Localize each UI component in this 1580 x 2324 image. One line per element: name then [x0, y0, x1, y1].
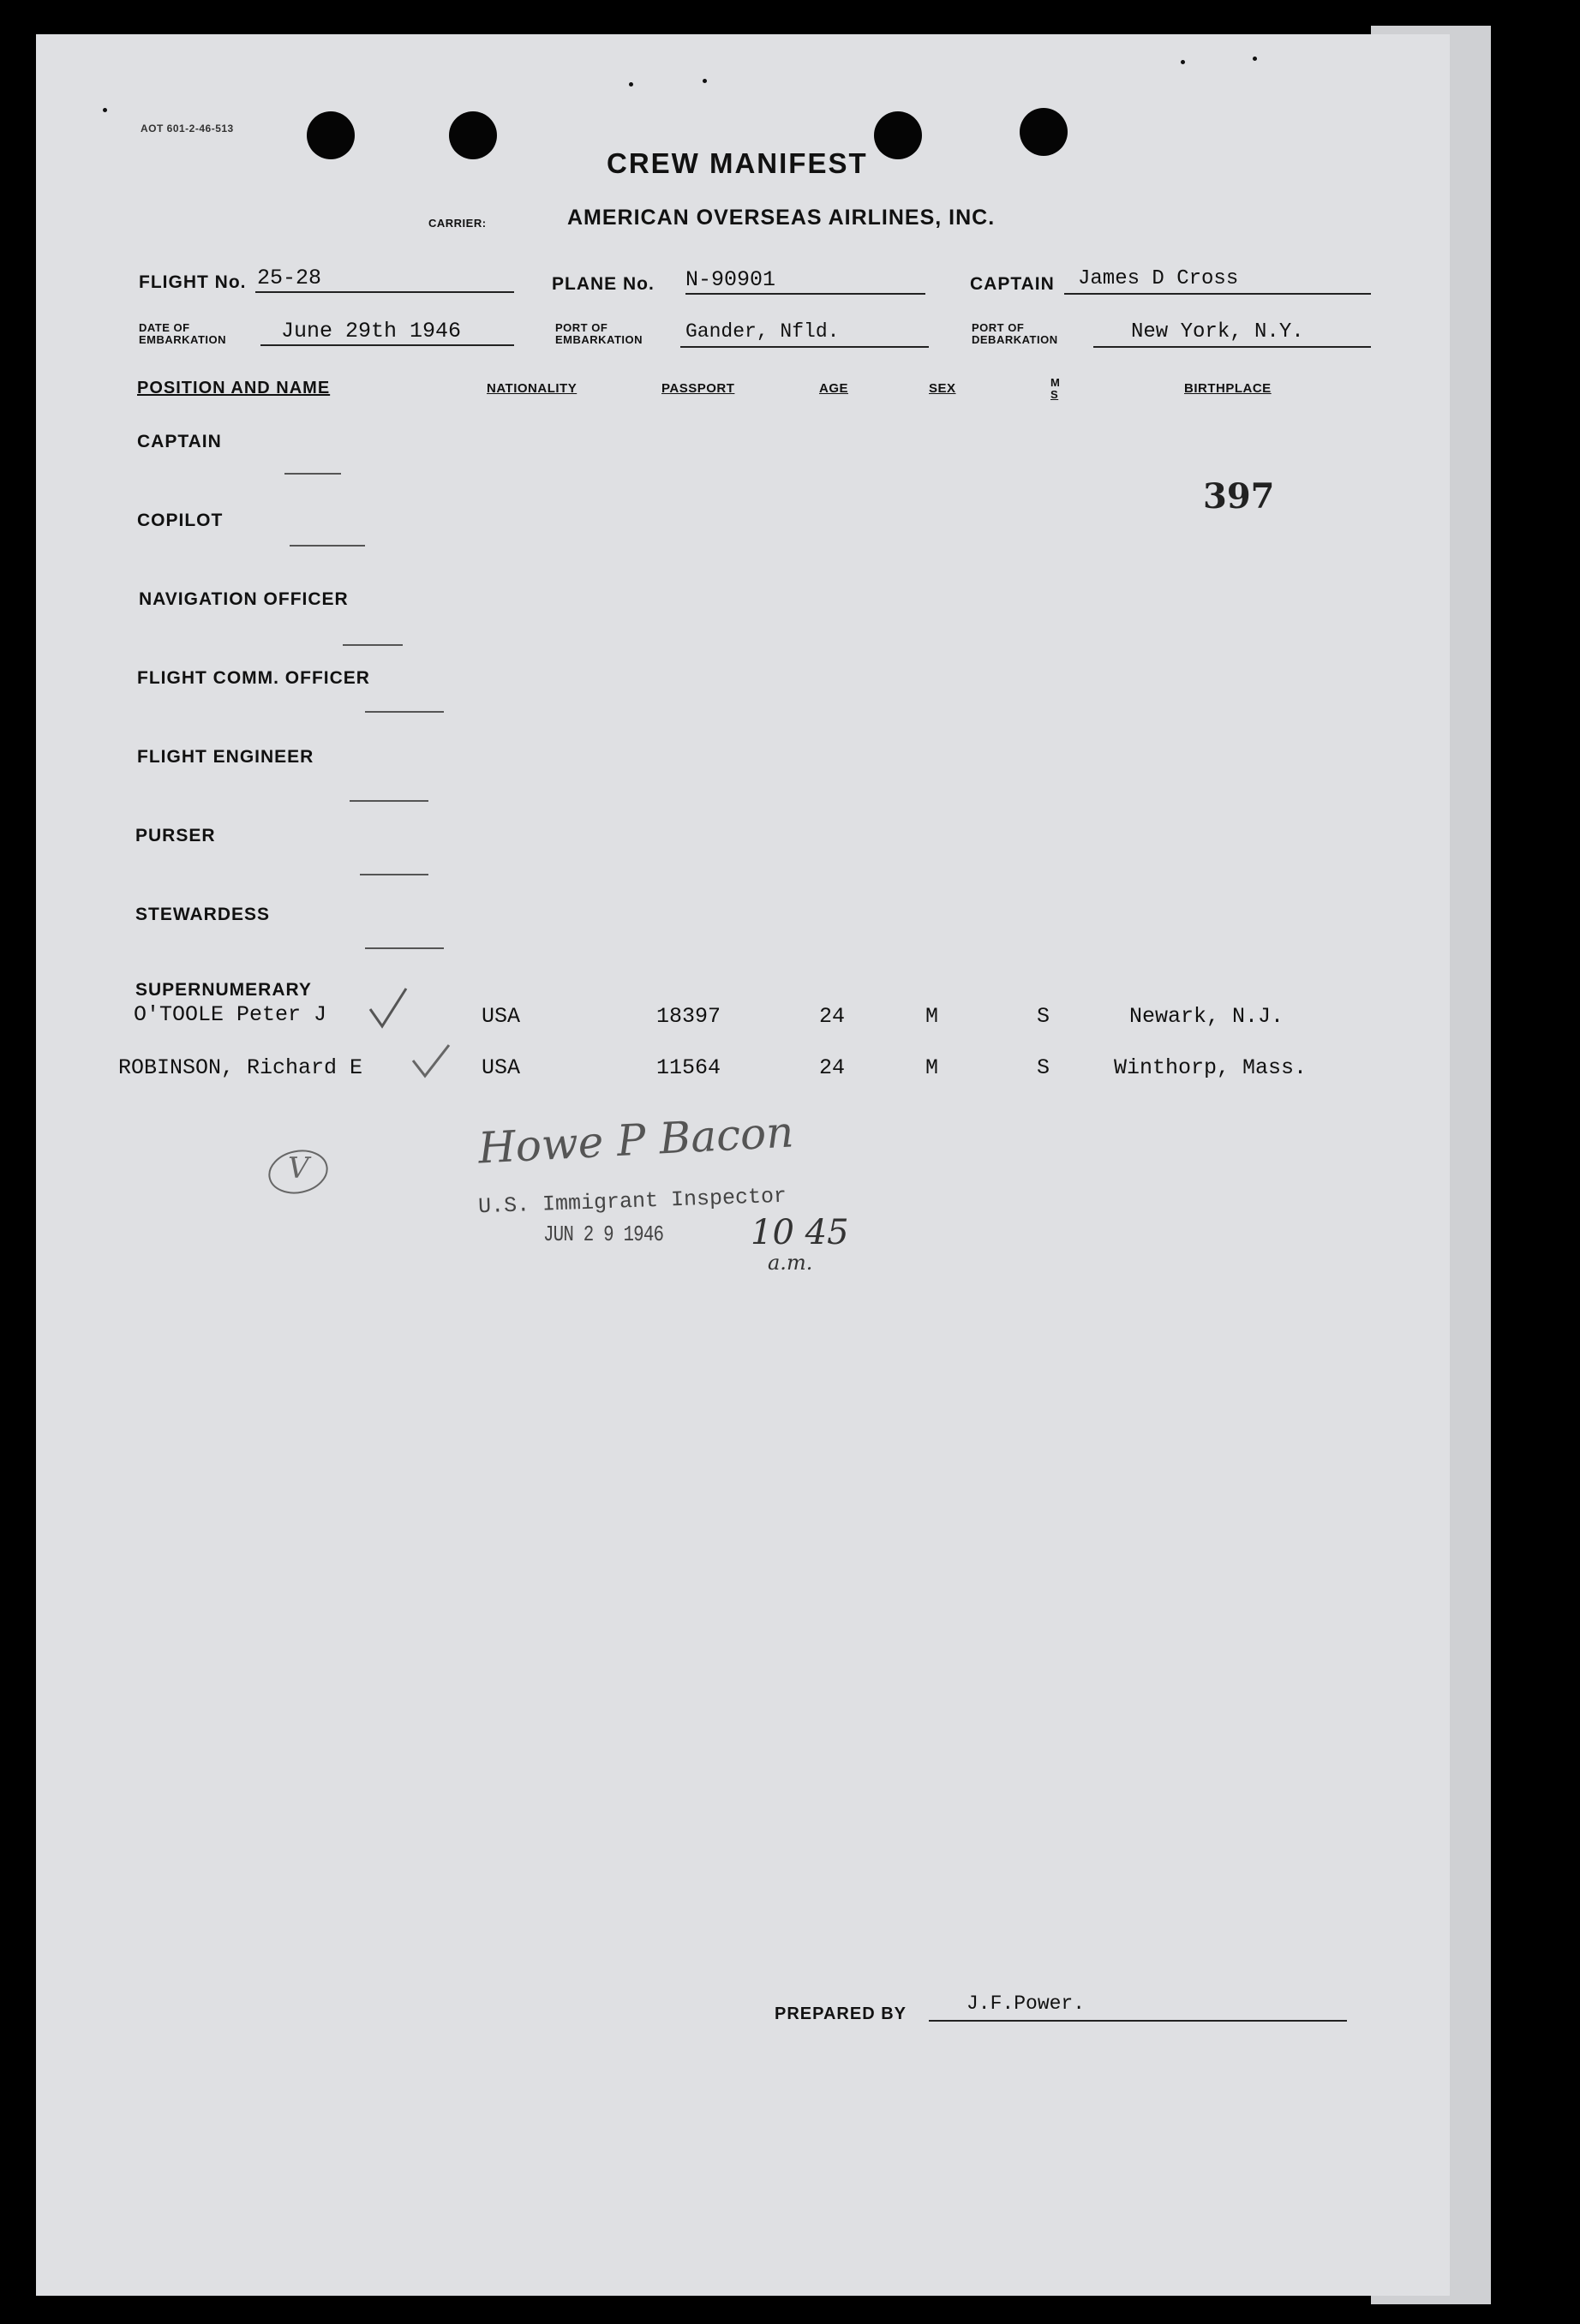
position-stewardess: STEWARDESS: [135, 905, 271, 924]
position-purser: PURSER: [135, 826, 216, 845]
crew-marital: S: [1037, 1004, 1050, 1029]
stamp-date: JUN 2 9 1946: [543, 1222, 664, 1247]
column-header-birthplace: BIRTHPLACE: [1184, 381, 1272, 396]
punch-hole: [874, 111, 922, 159]
column-header-marital-top: M: [1050, 376, 1061, 389]
speck: [1253, 57, 1257, 61]
crew-marital: S: [1037, 1055, 1050, 1080]
carrier-label: CARRIER:: [428, 217, 487, 230]
column-header-sex: SEX: [929, 381, 956, 396]
flight-number-value: 25-28: [257, 266, 322, 290]
dash-mark: [284, 473, 341, 475]
crew-passport: 11564: [656, 1055, 721, 1080]
port-debarkation-label-bottom: DEBARKATION: [972, 333, 1058, 346]
prepared-by-line: [929, 2020, 1347, 2022]
captain-label: CAPTAIN: [970, 274, 1055, 294]
crew-nationality: USA: [482, 1004, 521, 1029]
port-embarkation-value: Gander, Nfld.: [685, 320, 840, 343]
port-embarkation-label-bottom: EMBARKATION: [555, 333, 643, 346]
crew-age: 24: [819, 1004, 846, 1029]
position-flight-comm-officer: FLIGHT COMM. OFFICER: [137, 668, 370, 688]
check-mark-icon: [367, 985, 410, 1031]
column-header-marital-bottom: S: [1050, 388, 1059, 401]
crew-nationality: USA: [482, 1055, 521, 1080]
column-header-nationality: NATIONALITY: [487, 381, 578, 396]
crew-age: 24: [819, 1055, 846, 1080]
carrier-name: AMERICAN OVERSEAS AIRLINES, INC.: [567, 206, 996, 230]
manifest-page: [36, 34, 1450, 2296]
speck: [103, 108, 107, 112]
punch-hole: [1020, 108, 1068, 156]
dash-mark: [350, 800, 428, 802]
speck: [629, 82, 633, 87]
date-embarkation-label-top: DATE OF: [139, 321, 190, 334]
check-mark-icon: [410, 1042, 452, 1079]
plane-number-label: PLANE No.: [552, 274, 655, 294]
port-debarkation-label-top: PORT OF: [972, 321, 1025, 334]
plane-number-line: [685, 293, 925, 295]
form-code: AOT 601-2-46-513: [141, 122, 234, 134]
date-embarkation-value: June 29th 1946: [281, 319, 462, 344]
page-title: CREW MANIFEST: [607, 147, 868, 179]
port-embarkation-line: [680, 346, 929, 348]
dash-mark: [290, 545, 365, 547]
crew-name: O'TOOLE Peter J: [134, 1002, 327, 1027]
position-navigation-officer: NAVIGATION OFFICER: [139, 589, 349, 609]
column-header-age: AGE: [819, 381, 849, 396]
stamp-time: 10 45: [751, 1213, 849, 1252]
date-embarkation-line: [260, 344, 514, 346]
crew-name: ROBINSON, Richard E: [118, 1055, 363, 1080]
position-flight-engineer: FLIGHT ENGINEER: [137, 747, 314, 767]
speck: [1181, 60, 1185, 64]
dash-mark: [360, 874, 428, 875]
stamp-ampm: a.m.: [768, 1251, 813, 1275]
dash-mark: [343, 644, 403, 646]
crew-sex: M: [925, 1004, 939, 1029]
prepared-by-label: PREPARED BY: [775, 2004, 907, 2023]
speck: [703, 79, 707, 83]
port-embarkation-label-top: PORT OF: [555, 321, 608, 334]
captain-value: James D Cross: [1078, 267, 1239, 290]
flight-number-line: [255, 291, 514, 293]
position-supernumerary: SUPERNUMERARY: [135, 980, 312, 1000]
punch-hole: [449, 111, 497, 159]
punch-hole: [307, 111, 355, 159]
plane-number-value: N-90901: [685, 267, 776, 292]
port-debarkation-line: [1093, 346, 1371, 348]
circle-mark: V: [288, 1151, 309, 1186]
inspector-signature: Howe P Bacon: [476, 1107, 795, 1174]
position-copilot: COPILOT: [137, 511, 224, 530]
crew-passport: 18397: [656, 1004, 721, 1029]
inspector-title: U.S. Immigrant Inspector: [477, 1183, 787, 1220]
column-header-position: POSITION AND NAME: [137, 379, 331, 397]
date-embarkation-label-bottom: EMBARKATION: [139, 333, 227, 346]
crew-sex: M: [925, 1055, 939, 1080]
prepared-by-value: J.F.Power.: [967, 1992, 1086, 2015]
page-number: 397: [1203, 476, 1275, 517]
position-captain: CAPTAIN: [137, 432, 222, 451]
crew-birthplace: Winthorp, Mass.: [1114, 1055, 1308, 1080]
captain-line: [1064, 293, 1371, 295]
column-header-passport: PASSPORT: [661, 381, 735, 396]
crew-birthplace: Newark, N.J.: [1129, 1004, 1284, 1029]
flight-number-label: FLIGHT No.: [139, 272, 247, 292]
dash-mark: [365, 947, 444, 949]
dash-mark: [365, 711, 444, 713]
port-debarkation-value: New York, N.Y.: [1131, 320, 1304, 344]
